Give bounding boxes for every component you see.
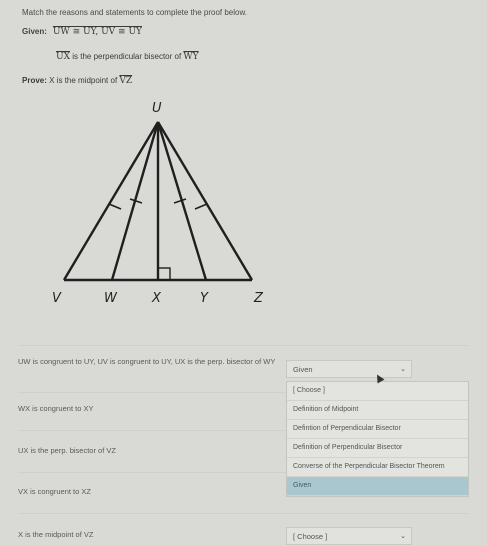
reason-select-1-value: Given	[293, 365, 313, 374]
label-y: Y	[200, 291, 208, 306]
instruction-text: Match the reasons and statements to complete the proof below.	[22, 8, 248, 17]
triangle-figure	[40, 92, 300, 312]
label-u: U	[152, 101, 162, 116]
dropdown-option-highlighted[interactable]: Given	[287, 477, 468, 496]
segment-uz	[158, 122, 252, 280]
label-v: V	[52, 291, 61, 306]
divider	[18, 513, 468, 514]
prove-row	[22, 76, 132, 86]
given-line2-text: is the perpendicular bisector of	[70, 52, 184, 61]
segment-uv	[64, 122, 158, 280]
dropdown-option[interactable]: Definition of Midpoint	[287, 401, 468, 420]
dropdown-option[interactable]: Converse of the Perpendicular Bisector Theorem	[287, 458, 468, 477]
dropdown-option[interactable]: [ Choose ]	[287, 382, 468, 401]
reason-select-1[interactable]	[286, 360, 412, 378]
given-label: Given:	[22, 27, 47, 36]
reason-select-5-value: [ Choose ]	[293, 532, 328, 541]
statement-4: VX is congruent to XZ	[18, 487, 91, 496]
given-line2	[56, 52, 199, 62]
given-segment-wy: $\overline{WY}$	[183, 52, 199, 62]
chevron-down-icon: ⌄	[400, 533, 406, 540]
given-row	[22, 27, 142, 37]
statement-1: UW is congruent to UY, UV is congruent to UY, UX is the perp. bisector of WY	[18, 357, 276, 366]
prove-label: Prove:	[22, 76, 47, 85]
prove-segment: $\overline{VZ}$	[119, 76, 133, 86]
reason-select-5[interactable]	[286, 527, 412, 545]
chevron-down-icon: ⌄	[400, 366, 406, 373]
statement-2: WX is congruent to XY	[18, 404, 94, 413]
statement-3: UX is the perp. bisector of VZ	[18, 446, 116, 455]
tick-uv	[109, 204, 121, 209]
right-angle-mark	[158, 268, 170, 280]
divider	[18, 345, 468, 346]
tick-uz	[195, 204, 207, 209]
statement-5: X is the midpoint of VZ	[18, 530, 94, 539]
dropdown-option[interactable]: Defintion of Perpendicular Bisector	[287, 420, 468, 439]
label-z: Z	[254, 291, 263, 306]
given-segment-ux: $\overline{UX}$	[56, 52, 70, 62]
reason-dropdown-list	[286, 381, 469, 497]
label-w: W	[104, 291, 117, 306]
prove-text: X is the midpoint of	[49, 76, 120, 85]
given-line1: UW ≅ UY, UV ≅ UY	[52, 27, 142, 37]
dropdown-option[interactable]: Definition of Perpendicular Bisector	[287, 439, 468, 458]
tick-uy	[174, 199, 186, 203]
label-x: X	[152, 291, 161, 306]
triangle-lines	[64, 122, 252, 280]
